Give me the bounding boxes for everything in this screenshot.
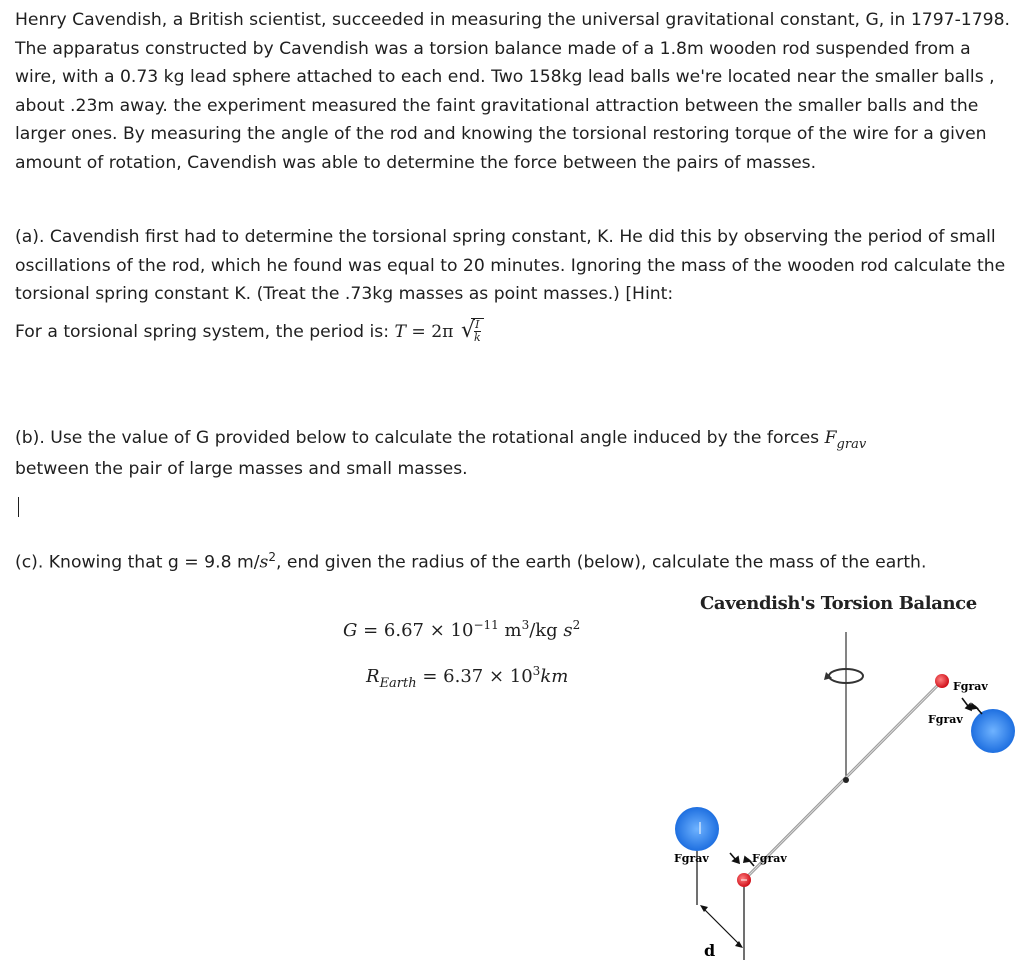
two-pi: = 2π — [405, 322, 454, 342]
distance-arrow — [703, 908, 740, 945]
large-ball-left — [675, 807, 719, 851]
period-symbol: T — [394, 322, 406, 342]
part-a-paragraph: (a). Cavendish first had to determine the torsional spring constant, K. He did this by observing the period of small oscillations of the rod, which he found was equal to 20 minutes. Ignoring the mass of the wooden rod calculate the torsional spring constant K. (Treat the .73kg masses as point masses.) [Hint: — [15, 227, 1006, 305]
part-b-text-2: between the pair of large masses and small masses. — [15, 458, 468, 479]
hint-text: For a torsional spring system, the period is: — [15, 322, 395, 342]
part-c-text-2: , end given the radius of the earth (below), calculate the mass of the earth. — [275, 552, 927, 573]
force-label-right-top: Fgrav — [953, 680, 988, 693]
force-label-right-bottom: Fgrav — [928, 713, 963, 726]
large-ball-right — [971, 709, 1015, 753]
small-ball-right — [935, 674, 949, 688]
force-label-left-a: Fgrav — [674, 852, 709, 865]
text-cursor[interactable] — [18, 497, 19, 517]
rod-pivot — [843, 777, 849, 783]
hint-line — [15, 318, 484, 346]
force-label-left-b: Fgrav — [752, 852, 787, 865]
rotation-arrow-icon — [824, 669, 863, 683]
intro-paragraph: Henry Cavendish, a British scientist, succeeded in measuring the universal gravitational constant, G, in 1797-1798. The apparatus constructed by Cavendish was a torsion balance made of a 1.8m wooden rod suspended from a wire, with a 0.73 kg lead sphere attached to each end. Two 158kg lead balls we're located near the smaller balls , about .23m away. the experiment measured the faint gravitational attraction between the smaller balls and the larger ones. By measuring the angle of the rod and knowing the torsional restoring torque of the wire for a given amount of rotation, Cavendish was able to determine the force between the pairs of masses. — [15, 10, 1011, 173]
part-b-paragraph — [15, 424, 1015, 483]
fraction-denominator: k — [473, 331, 481, 344]
f-subscript: grav — [836, 437, 867, 452]
torsion-balance-diagram — [670, 590, 1020, 970]
sqrt-fraction: √ $\frac{I}{k}$ — [461, 318, 484, 346]
equation-g: $G = 6.67 \times 10^{-11}$ $m^3/kg$ $s^2$ — [343, 618, 581, 641]
diagram-title: Cavendish's Torsion Balance — [700, 593, 977, 614]
equation-r-earth: $R_{Earth} = 6.37 \times 10^3km$ — [366, 664, 569, 691]
s-symbol: s — [259, 552, 269, 573]
distance-label: d — [704, 941, 716, 960]
s-exponent: 2 — [268, 550, 276, 564]
fraction-numerator: I — [475, 318, 480, 331]
part-b-text: (b). Use the value of G provided below to calculate the rotational angle induced by the forces — [15, 428, 825, 448]
part-c-paragraph — [15, 543, 1015, 577]
f-symbol: F — [824, 428, 837, 448]
part-c-text: (c). Knowing that g = 9.8 m/ — [15, 552, 260, 573]
